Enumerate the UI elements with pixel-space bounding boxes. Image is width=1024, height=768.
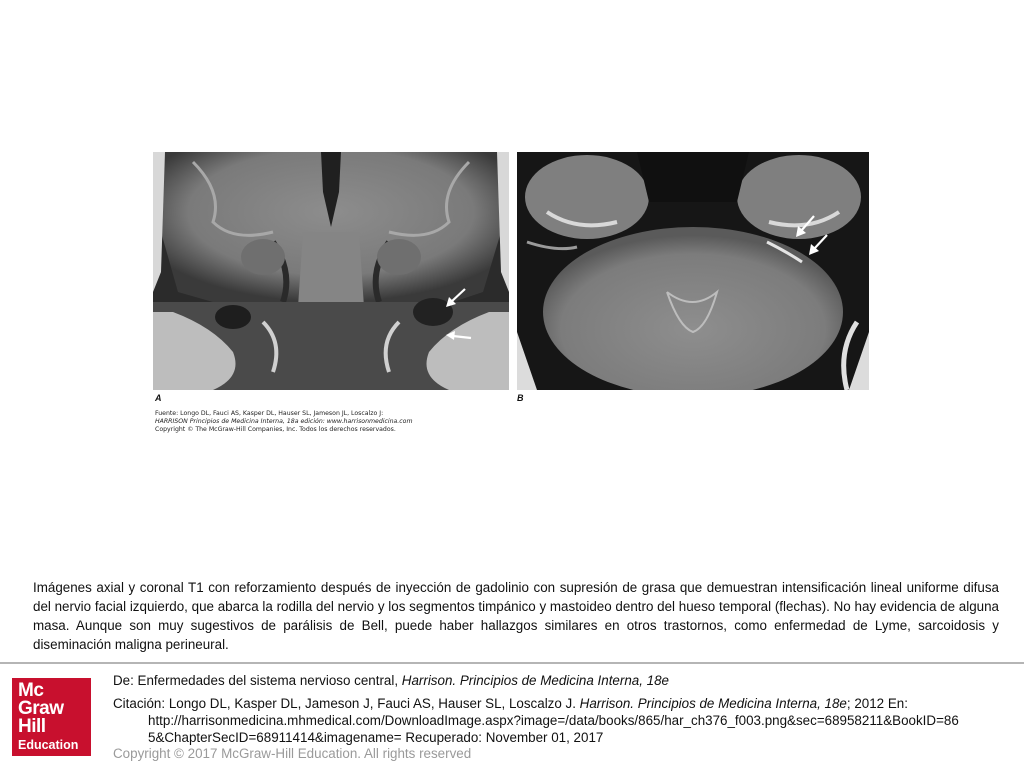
figure-credit-line: Fuente: Longo DL, Fauci AS, Kasper DL, Hauser SL, Jameson JL, Loscalzo J: <box>155 410 384 417</box>
citation-url-continued: 5&ChapterSecID=68911414&imagename= Recuperado: November 01, 2017 <box>148 730 604 745</box>
citation-suffix: ; 2012 En: <box>846 696 908 711</box>
figure-caption: Imágenes axial y coronal T1 con reforzamiento después de inyección de gadolinio con supresión de grasa que demuestran intensificación lineal uniforme difusa del nervio facial izquierdo, que abarca la rodilla del nervio y los segmentos timpánico y mastoideo dentro del hueso temporal (flechas). No hay evidencia de alguna masa. Aunque son muy sugestivos de parálisis de Bell, puede haber hallazgos similares en otros trastornos, como enfermedad de Lyme, sarcoidosis y diseminación maligna perineural. <box>33 580 999 652</box>
figure-credit-line: Copyright © The McGraw-Hill Companies, Inc. Todos los derechos reservados. <box>155 426 396 434</box>
source-line <box>113 672 669 690</box>
mri-figure <box>153 152 869 442</box>
panel-label-a: A <box>155 393 162 403</box>
figure-credit-line: HARRISON Principios de Medicina Interna, 18a edición: www.harrisonmedicina.com <box>155 418 413 426</box>
source-book-title: Harrison. Principios de Medicina Interna, 18e <box>401 673 670 688</box>
divider <box>0 662 1024 664</box>
citation-book-title: Harrison. Principios de Medicina Interna, 18e <box>579 696 847 711</box>
axial-mri-image <box>517 152 869 390</box>
logo-text: Hill <box>18 716 46 737</box>
mcgraw-hill-logo <box>12 678 91 756</box>
logo-text: Graw <box>18 698 64 719</box>
panel-label-b: B <box>517 393 524 403</box>
logo-text: Mc <box>18 680 44 701</box>
copyright-notice: Copyright © 2017 McGraw-Hill Education. All rights reserved <box>113 746 472 761</box>
figure-credit <box>155 410 413 435</box>
citation-url-link[interactable]: http://harrisonmedicina.mhmedical.com/DownloadImage.aspx?image=/data/books/865/har_ch376_f003.png&sec=68958211&BookID=86 <box>148 713 959 728</box>
logo-text: Education <box>18 738 79 752</box>
citation <box>113 695 1013 746</box>
citation-prefix: Citación: Longo DL, Kasper DL, Jameson J, Fauci AS, Hauser SL, Loscalzo J. <box>113 696 580 711</box>
source-prefix: De: Enfermedades del sistema nervioso central, <box>113 673 402 688</box>
coronal-mri-image <box>153 152 509 390</box>
